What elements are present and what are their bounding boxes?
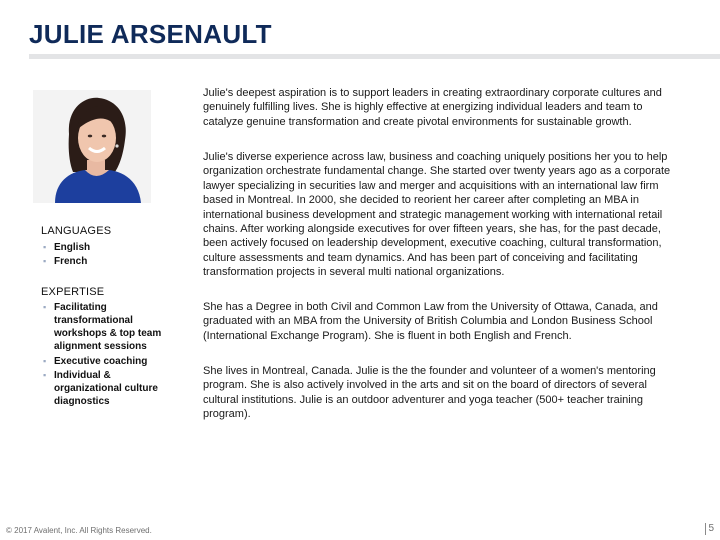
expertise-item: Individual & organizational culture diagnostics [54, 370, 158, 407]
page-number: 5 [708, 523, 714, 534]
expertise-item: Facilitating transformational workshops & top team alignment sessions [54, 302, 162, 352]
profile-photo [33, 90, 151, 203]
bullet-icon: ▪ [43, 356, 47, 366]
bio-paragraph: Julie's diverse experience across law, business and coaching uniquely positions her you to help organization orchestrate fundamental change. She started over twenty years ago as a corporate lawyer specializing in securities law and merger and acquisitions with an international law firm based in Montreal. In 2000, she decided to reorient her career after completing an MBA in international business development and strategic management working with international retail chains. After working alongside executives for over fifteen years, she has, for the past decade, been actively focused on leadership development, executive coaching, cultural transformation, culture assessments and team dynamics. And has been part of conceiving and facilitating transformation projects in several multi national organizations. [203, 151, 671, 279]
expertise-item: Executive coaching [54, 356, 148, 367]
bio-paragraph: She has a Degree in both Civil and Common Law from the University of Ottawa, Canada, and graduated with an MBA from the University of British Columbia and London Business School (International Exchange Program). She is fluent in both English and French. [203, 301, 658, 342]
languages-list [41, 241, 90, 268]
list-item [41, 355, 164, 368]
list-item [41, 369, 164, 408]
page-number-divider [705, 523, 706, 535]
bullet-icon: ▪ [43, 302, 47, 312]
copyright-notice: © 2017 Avalent, Inc. All Rights Reserved. [6, 526, 152, 535]
expertise-list [41, 301, 164, 408]
bullet-icon: ▪ [43, 242, 47, 252]
expertise-heading: EXPERTISE [41, 286, 105, 298]
bullet-icon: ▪ [43, 370, 47, 380]
languages-heading: LANGUAGES [41, 225, 112, 237]
language-item: English [54, 242, 91, 253]
list-item [41, 255, 90, 268]
list-item [41, 241, 90, 254]
page-title: JULIE ARSENAULT [29, 19, 272, 49]
bio-paragraph: Julie's deepest aspiration is to support leaders in creating extraordinary corporate cultures and genuinely fulfilling lives. She is highly effective at energizing individual leaders and team to catalyze genuine transformation and create pivotal environments for sustainable growth. [203, 87, 662, 128]
language-item: French [54, 256, 88, 267]
list-item [41, 301, 164, 353]
title-divider [29, 54, 720, 59]
bullet-icon: ▪ [43, 256, 47, 266]
bio-paragraph: She lives in Montreal, Canada. Julie is the the founder and volunteer of a women's mentoring program. She is also actively involved in the arts and sit on the board of directors of several cultural institutions. Julie is an outdoor adventurer and yoga teacher (500+ teacher training program). [203, 365, 656, 421]
